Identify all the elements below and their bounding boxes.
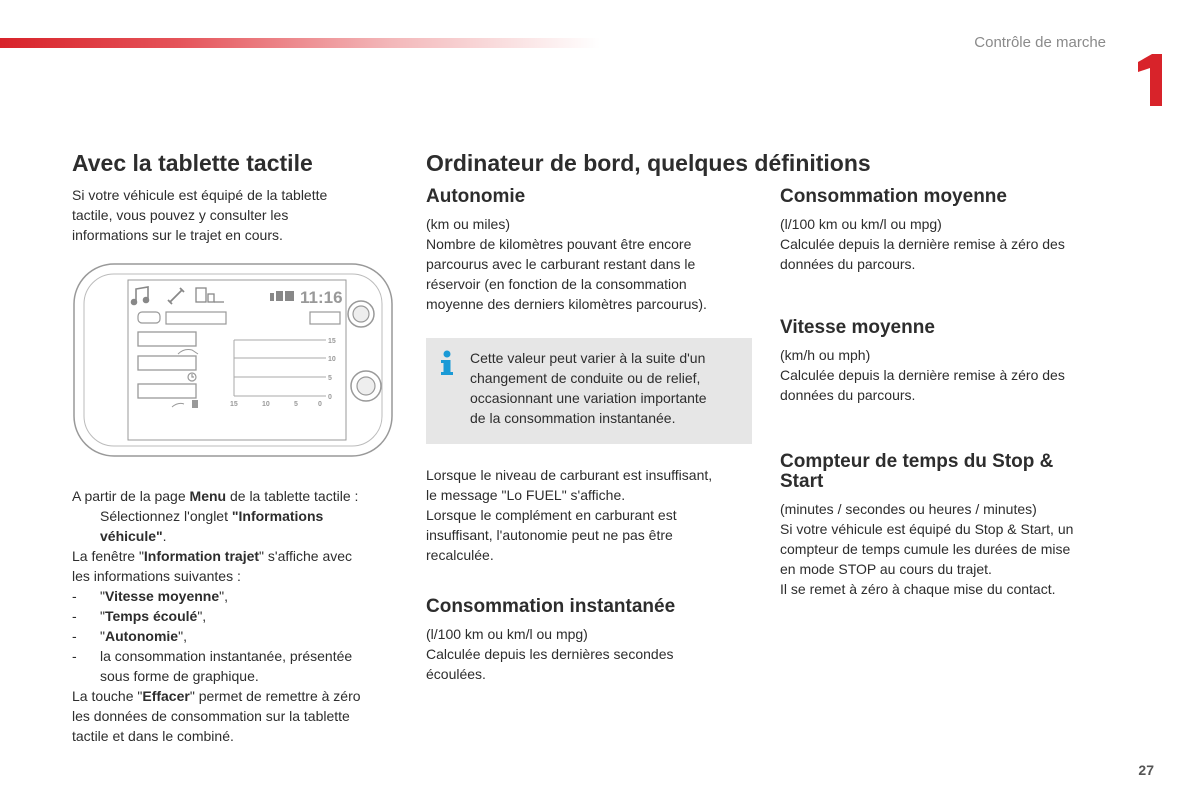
page-number: 27 bbox=[1138, 762, 1154, 778]
compteur-text: (minutes / secondes ou heures / minutes) Si votre véhicule est équipé du Stop & Start, un compteur de temps cumule les durées de mise en mode STOP au cours du trajet. Il se remet à zéro à chaque mise du contact. bbox=[780, 501, 1074, 597]
graph-y-tick: 5 bbox=[328, 375, 332, 382]
fuel-icon bbox=[192, 400, 198, 408]
heading-compteur-stop-start: Compteur de temps du Stop & Start bbox=[780, 451, 1054, 492]
autonomie-text: (km ou miles) Nombre de kilomètres pouvant être encore parcourus avec le carburant restant dans le réservoir (en fonction de la consommation moyenne des derniers kilomètres parcourus). bbox=[426, 216, 707, 312]
chapter-number-1 bbox=[1136, 54, 1162, 106]
section-title: Contrôle de marche bbox=[974, 34, 1106, 51]
screen-clock: 11:16 bbox=[300, 288, 343, 307]
left-intro: Si votre véhicule est équipé de la tablette tactile, vous pouvez y consulter les informations sur le trajet en cours. bbox=[72, 187, 328, 243]
knob-bottom bbox=[351, 371, 381, 401]
list-item: - "Vitesse moyenne", bbox=[72, 588, 228, 604]
vitesse-moyenne-text: (km/h ou mph) Calculée depuis la dernière remise à zéro des données du parcours. bbox=[780, 347, 1065, 403]
left-title: Avec la tablette tactile bbox=[72, 150, 313, 176]
left-body: A partir de la page Menu de la tablette tactile : Sélectionnez l'onglet "Informations véhicule". La fenêtre "Information trajet" s'affiche avec les informations suivantes : - "Vitesse moyenne", - "Temps écoulé", - "Autonomie", - la consommation instantanée, présentée sous forme de graphique. La touche "Effacer" permet de remettre à zéro les données de consommation sur la tablette tactile et dans le combiné. bbox=[72, 486, 402, 746]
heading-autonomie: Autonomie bbox=[426, 186, 526, 207]
graph-y-tick: 15 bbox=[328, 338, 336, 345]
header-accent-bar bbox=[0, 38, 600, 48]
graph-y-tick: 0 bbox=[328, 394, 332, 401]
middle-title: Ordinateur de bord, quelques définitions bbox=[426, 150, 871, 176]
info-text: Cette valeur peut varier à la suite d'un changement de conduite ou de relief, occasionnant une variation importante de la consommation instantanée. bbox=[470, 350, 707, 426]
graph-x-tick: 0 bbox=[318, 401, 322, 408]
graph-x-tick: 15 bbox=[230, 401, 238, 408]
info-box bbox=[426, 338, 752, 444]
graph-x-tick: 5 bbox=[294, 401, 298, 408]
conso-moyenne-text: (l/100 km ou km/l ou mpg) Calculée depuis la dernière remise à zéro des données du parcours. bbox=[780, 216, 1065, 272]
list-item: - "Autonomie", bbox=[72, 628, 187, 644]
info-icon bbox=[438, 350, 456, 376]
heading-conso-moyenne: Consommation moyenne bbox=[780, 186, 1007, 207]
graph-y-tick: 10 bbox=[328, 356, 336, 363]
fuel-text: Lorsque le niveau de carburant est insuffisant, le message "Lo FUEL" s'affiche. Lorsque le complément en carburant est insuffisant, l'autonomie peut ne pas être recalculée. bbox=[426, 467, 713, 563]
heading-vitesse-moyenne: Vitesse moyenne bbox=[780, 317, 935, 338]
list-item: - "Temps écoulé", bbox=[72, 608, 207, 624]
knob-top bbox=[348, 301, 374, 327]
conso-instantanee-text: (l/100 km ou km/l ou mpg) Calculée depuis les dernières secondes écoulées. bbox=[426, 626, 674, 682]
tablet-screen-illustration bbox=[72, 262, 394, 458]
heading-conso-instantanee: Consommation instantanée bbox=[426, 596, 676, 617]
graph-x-tick: 10 bbox=[262, 401, 270, 408]
list-item: - la consommation instantanée, présentée bbox=[72, 648, 353, 664]
